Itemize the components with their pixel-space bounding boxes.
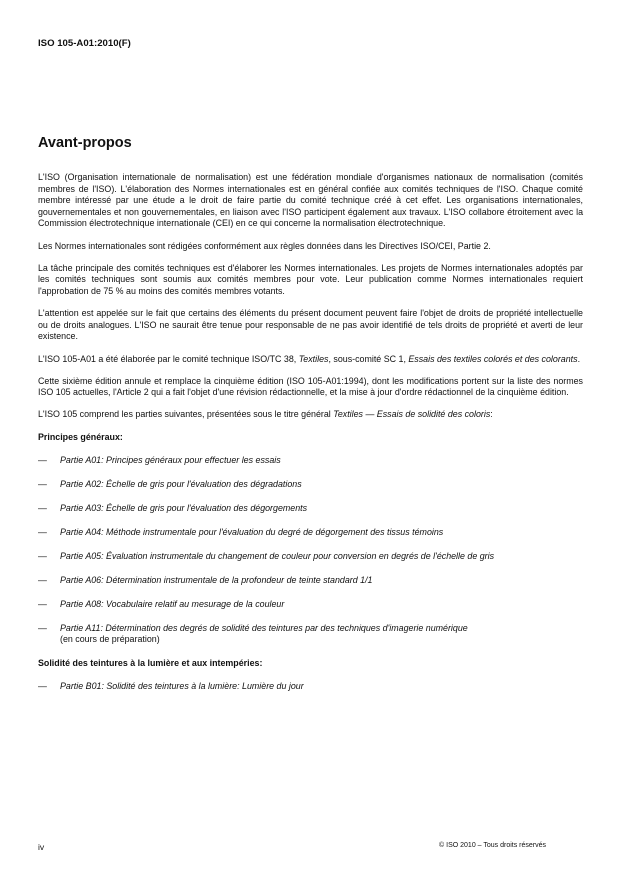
copyright-notice: © ISO 2010 – Tous droits réservés [439, 842, 546, 849]
list-item [38, 503, 583, 515]
parts-prefix: L'ISO 105 comprend les parties suivantes, présentées sous le titre général [38, 409, 334, 420]
committee-middle: , sous-comité SC 1, [328, 353, 409, 364]
list-item [38, 455, 583, 467]
part-title: Partie B01: Solidité des teintures à la lumière: Lumière du jour [60, 681, 304, 692]
part-title: Partie A01: Principes généraux pour effectuer les essais [60, 454, 281, 465]
part-title: Partie A04: Méthode instrumentale pour l'évaluation du degré de dégorgement des tissus témoins [60, 526, 444, 537]
em-dash-bullet: — [38, 550, 47, 561]
list-item [38, 479, 583, 491]
em-dash-bullet: — [38, 478, 47, 489]
list-item [38, 575, 583, 587]
em-dash-bullet: — [38, 681, 47, 692]
committee-name: Textiles [298, 353, 329, 364]
list-item [38, 527, 583, 539]
part-title: Partie A05: Évaluation instrumentale du changement de couleur pour conversion en degrés de l'échelle de gris [60, 550, 495, 561]
group-heading-general-principles: Principes généraux: [38, 431, 123, 442]
list-item [38, 599, 583, 611]
paragraph-technical-committees: La tâche principale des comités techniques est d'élaborer les Normes internationales. Les projets de Normes internationales adoptés par les comités techniques sont soumis aux comités membres pour vote. Leur publication comme Normes internationales requiert l'approbation de 75 % au moins des comités membres votants. [38, 262, 583, 296]
paragraph-parts-intro [38, 409, 583, 421]
committee-suffix: . [577, 353, 581, 364]
part-title: Partie A03: Échelle de gris pour l'évaluation des dégorgements [60, 502, 308, 513]
group-heading-light-fastness: Solidité des teintures à la lumière et aux intempéries: [38, 658, 263, 669]
paragraph-directives: Les Normes internationales sont rédigées conformément aux règles données dans les Directives ISO/CEI, Partie 2. [38, 240, 491, 251]
subcommittee-name: Essais des textiles colorés et des colorants [408, 353, 578, 364]
parts-suffix: : [490, 409, 493, 420]
part-title: Partie A06: Détermination instrumentale de la profondeur de teinte standard 1/1 [60, 574, 373, 585]
parts-general-title: Textiles — Essais de solidité des coloris [333, 409, 491, 420]
list-item [38, 623, 583, 646]
em-dash-bullet: — [38, 454, 47, 465]
em-dash-bullet: — [38, 574, 47, 585]
em-dash-bullet: — [38, 502, 47, 513]
paragraph-committee [38, 354, 583, 366]
part-status-note: (en cours de préparation) [60, 634, 160, 645]
page-number: iv [38, 842, 45, 852]
section-title: Avant-propos [38, 135, 132, 151]
em-dash-bullet: — [38, 622, 47, 633]
paragraph-iso-intro: L'ISO (Organisation internationale de normalisation) est une fédération mondiale d'organismes nationaux de normalisation (comités membres de l'ISO). L'élaboration des Normes internationales est en général confiée aux comités techniques de l'ISO. Chaque comité membre intéressé par une étude a le droit de faire partie du comité technique créé à cet effet. Les organisations internationales, gouvernementales et non gouvernementales, en liaison avec l'ISO participent également aux travaux. L'ISO collabore étroitement avec la Commission électrotechnique internationale (CEI) en ce qui concerne la normalisation électrotechnique. [38, 172, 583, 229]
committee-prefix: L'ISO 105-A01 a été élaborée par le comité technique ISO/TC 38, [38, 353, 299, 364]
em-dash-bullet: — [38, 598, 47, 609]
em-dash-bullet: — [38, 526, 47, 537]
part-title: Partie A02: Échelle de gris pour l'évaluation des dégradations [60, 478, 302, 489]
paragraph-patent-rights: L'attention est appelée sur le fait que certains des éléments du présent document peuvent faire l'objet de droits de propriété intellectuelle ou de droits analogues. L'ISO ne saurait être tenue pour responsable de ne pas avoir identifié de tels droits de propriété et averti de leur existence. [38, 308, 583, 342]
part-title: Partie A08: Vocabulaire relatif au mesurage de la couleur [60, 598, 285, 609]
list-item [38, 681, 583, 693]
document-body [38, 172, 583, 705]
part-title: Partie A11: Détermination des degrés de solidité des teintures par des techniques d'imagerie numérique [60, 622, 468, 633]
paragraph-edition: Cette sixième édition annule et remplace la cinquième édition (ISO 105-A01:1994), dont les modifications portent sur la liste des normes ISO 105 actuelles, l'Article 2 qui a fait l'objet d'une révision rédactionnelle, et la mise à jour d'ordre rédactionnel de la cinquième édition. [38, 375, 583, 398]
list-item [38, 551, 583, 563]
document-id-header: ISO 105-A01:2010(F) [38, 38, 131, 49]
